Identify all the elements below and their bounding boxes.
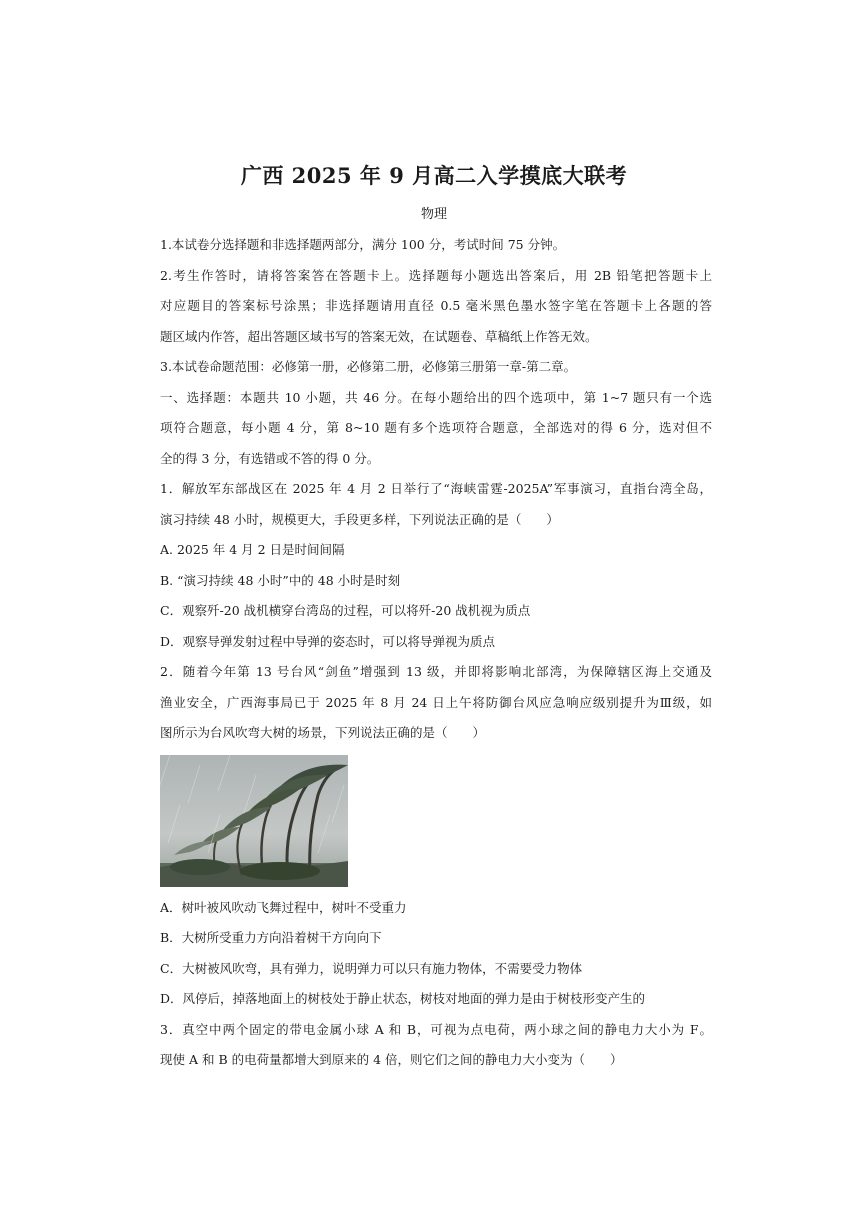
question-2 [160, 657, 712, 1015]
section-line: 一、选择题：本题共 10 小题，共 46 分。在每小题给出的四个选项中，第 1~7 题只有一个选 [160, 389, 712, 405]
instruction-line: 1.本试卷分选择题和非选择题两部分，满分 100 分，考试时间 75 分钟。 [160, 237, 566, 252]
option-d: D．风停后，掉落地面上的树枝处于静止状态，树枝对地面的弹力是由于树枝形变产生的 [160, 991, 646, 1006]
question-3 [160, 1015, 712, 1076]
exam-content [160, 230, 712, 1076]
typhoon-trees-photo [160, 755, 348, 887]
section-line: 全的得 3 分，有选错或不答的得 0 分。 [160, 450, 380, 466]
option-c: C．观察歼-20 战机横穿台湾岛的过程，可以将歼-20 战机视为质点 [160, 603, 531, 618]
question-stem-line: 3．真空中两个固定的带电金属小球 A 和 B，可视为点电荷，两小球之间的静电力大小为 F。 [160, 1021, 712, 1037]
instruction-line: 题区域内作答，超出答题区域书写的答案无效，在试题卷、草稿纸上作答无效。 [160, 328, 598, 344]
option-d: D．观察导弹发射过程中导弹的姿态时，可以将导弹视为质点 [160, 633, 496, 649]
question-stem-line: 1．解放军东部战区在 2025 年 4 月 2 日举行了“海峡雷霆-2025A”军事演习，直指台湾全岛， [160, 481, 712, 496]
option-a: A. 2025 年 4 月 2 日是时间间隔 [160, 542, 345, 557]
instruction-line: 2.考生作答时，请将答案答在答题卡上。选择题每小题选出答案后，用 2B 铅笔把答题卡上 [160, 267, 712, 283]
option-b: B. “演习持续 48 小时”中的 48 小时是时刻 [160, 572, 401, 588]
instructions-block [160, 230, 712, 383]
option-a: A．树叶被风吹动飞舞过程中，树叶不受重力 [160, 899, 407, 915]
question-1 [160, 474, 712, 657]
question-stem-line: 图所示为台风吹弯大树的场景，下列说法正确的是（ ） [160, 725, 486, 740]
section-heading [160, 383, 712, 475]
page-title: 广西 2025 年 9 月高二入学摸底大联考 [240, 163, 628, 188]
section-line: 项符合题意，每小题 4 分，第 8~10 题有多个选项符合题意，全部选对的得 6 分，选对但不 [160, 420, 712, 435]
question-stem-line: 演习持续 48 小时，规模更大，手段更多样，下列说法正确的是（ ） [160, 511, 559, 527]
instruction-line: 对应题目的答案标号涂黑；非选择题请用直径 0.5 毫米黑色墨水签字笔在答题卡上各题的答 [160, 298, 712, 313]
question-stem-line: 2．随着今年第 13 号台风“剑鱼”增强到 13 级，并即将影响北部湾，为保障辖区海上交通及 [160, 664, 712, 679]
subject-label: 物理 [420, 207, 447, 222]
question-stem-line: 现使 A 和 B 的电荷量都增大到原来的 4 倍，则它们之间的静电力大小变为（ ） [160, 1052, 623, 1067]
option-c: C．大树被风吹弯，具有弹力，说明弹力可以只有施力物体，不需要受力物体 [160, 960, 583, 976]
option-b: B．大树所受重力方向沿着树干方向向下 [160, 930, 382, 945]
instruction-line: 3.本试卷命题范围：必修第一册，必修第二册，必修第三册第一章-第二章。 [160, 359, 577, 374]
question-stem-line: 渔业安全，广西海事局已于 2025 年 8 月 24 日上午将防御台风应急响应级别提升为Ⅲ级，如 [160, 694, 712, 710]
